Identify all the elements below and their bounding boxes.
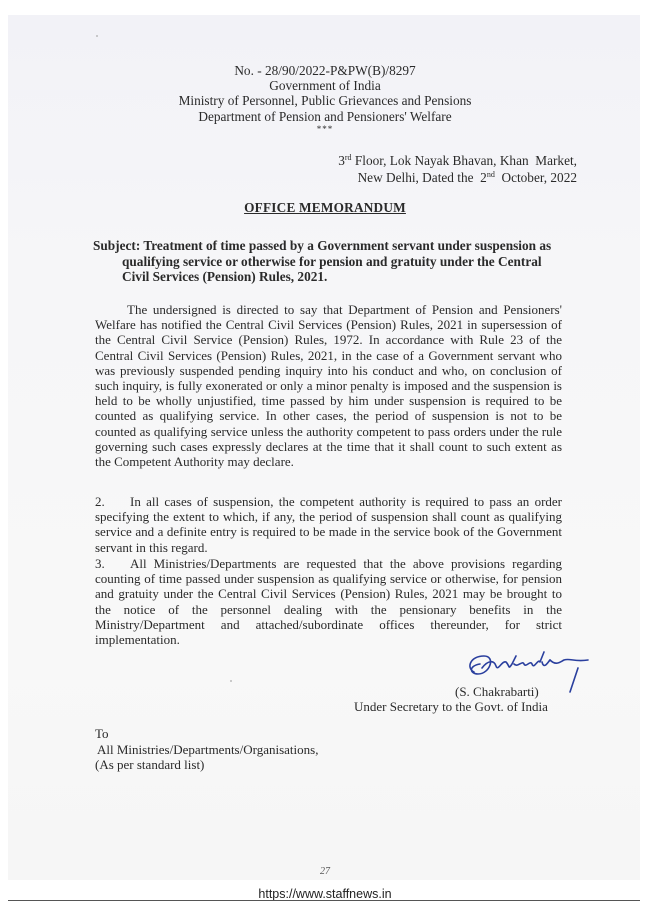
date-ordinal: nd [486,170,495,179]
header-separator: *** [316,123,334,134]
paragraph-2 [95,494,562,555]
subject-block [93,238,563,285]
paragraph-3-number: 3. [95,556,105,571]
paragraph-3 [95,556,562,647]
office-address [338,152,577,186]
subject-text-1: Treatment of time passed by a Government servant under suspension as [140,238,552,253]
paragraph-1-text: The undersigned is directed to say that Department of Pension and Pensioners' Welfare has notified the Central Civil Services (Pension) Rules, 2021 in supersession of the Central Civil Service (Pension) Rules, 1972. In accordance with Rule 23 of the Central Civil Services (Pension) Rules, 2021, in the case of a Government servant who was previously suspended pending inquiry into his conduct and who, on conclusion of such inquiry, is fully exonerated or only a minor penalty is imposed and the suspension is held to be wholly unjustified, time passed by him under suspension is required to be counted as qualifying service. In other cases, the period of suspension is not to be counted as qualifying service unless the authority competent to pass orders under the rule governing such cases expressly declares at the time that it shall count to such extent as the Competent Authority may declare. [95,302,562,470]
signatory-name: (S. Chakrabarti) [455,684,539,699]
memo-title: OFFICE MEMORANDUM [244,200,406,215]
subject-line-3: Civil Services (Pension) Rules, 2021. [122,269,328,284]
scan-speck [230,680,232,682]
government-name: Government of India [269,78,381,94]
paragraph-2-text: In all cases of suspension, the competent authority is required to pass an order specifying the extent to which, if any, the period of suspension shall count as qualifying service and a definite entry is required to be made in the service book of the Government servant in this regard. [95,494,562,555]
to-label: To [95,726,109,741]
department-name: Department of Pension and Pensioners' Welfare [198,108,452,124]
signatory-designation: Under Secretary to the Govt. of India [354,699,548,714]
address-line-2 [338,169,577,186]
file-number: No. - 28/90/2022-P&PW(B)/8297 [234,63,416,78]
subject-line-2: qualifying service or otherwise for pension and gratuity under the Central [122,253,542,269]
handwritten-signature [460,648,610,688]
date-text: October, 2022 [494,170,577,185]
address-line-1 [338,152,577,169]
paragraph-1 [95,302,562,469]
recipient-line-2: (As per standard list) [95,757,205,772]
page-number: 27 [320,866,330,877]
subject-line-1 [93,238,563,254]
scan-speck [96,35,98,37]
recipient-line-1: All Ministries/Departments/Organisations, [97,741,319,757]
document-header [0,63,650,134]
paragraph-2-number: 2. [95,494,105,509]
paragraph-3-text: All Ministries/Departments are requested that the above provisions regarding counting of time passed under suspension as qualifying service or otherwise, for pension and gratuity under the Central Civil Services (Pension) Rules, 2021 may be brought to the notice of the personnel dealing with the pensionary benefits in the Ministry/Department and attached/subordinate offices thereunder, for strict implementation. [95,556,562,648]
floor-ordinal: rd [344,153,352,162]
ministry-name: Ministry of Personnel, Public Grievances and Pensions [178,93,472,109]
footer-rule [8,900,640,901]
recipients-block [95,726,318,773]
date-prefix: New Delhi, Dated the 2 [357,170,487,185]
subject-label: Subject: [93,238,141,253]
source-url-link[interactable]: https://www.staffnews.in [258,887,392,901]
floor-number: 3 [338,153,345,168]
address-text: Floor, Lok Nayak Bhavan, Khan Market, [351,153,577,168]
